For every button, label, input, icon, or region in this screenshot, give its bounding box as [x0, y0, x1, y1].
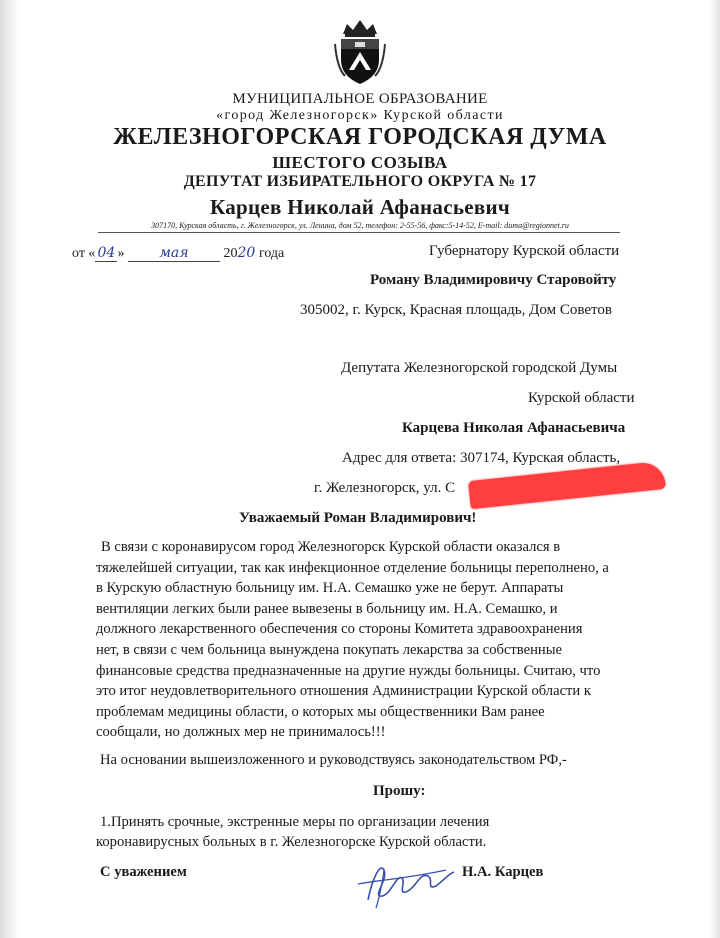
body-line: нет, в связи с чем больница вынуждена покупать лекарства за собственные	[96, 641, 562, 658]
date-year-prefix: 20	[223, 246, 238, 261]
date-day: 04	[95, 245, 117, 262]
body-line: сообщали, но должных мер не принималось!!!	[96, 724, 386, 741]
date-line	[72, 245, 284, 262]
sender-street: г. Железногорск, ул. С	[314, 480, 456, 496]
letterhead-rule	[98, 232, 620, 233]
signer-name: Н.А. Карцев	[462, 864, 544, 880]
body-line: проблемам медицины области, о которых мы общественники Вам ранее	[96, 703, 545, 720]
letterhead-address: 307170, Курская область, г. Железногорск, ул. Ленина, дом 52, телефон: 2-55-56, факс:5-14-52, E-mail: duma@regionnet.ru	[151, 221, 569, 230]
duma-title: ЖЕЛЕЗНОГОРСКАЯ ГОРОДСКАЯ ДУМА	[113, 124, 607, 150]
date-mid: »	[117, 246, 125, 261]
date-prefix: от «	[72, 246, 96, 261]
body-line: вентиляции легких были ранее вывезены в больницу им. Н.А. Семашко, и	[96, 600, 558, 617]
sender-title: Депутата Железногорской городской Думы	[341, 360, 618, 376]
municipal-label: МУНИЦИПАЛЬНОЕ ОБРАЗОВАНИЕ	[232, 91, 488, 107]
recipient-title: Губернатору Курской области	[429, 243, 620, 259]
body-line: в Курскую областную больницу им. Н.А. Семашко уже не берут. Аппараты	[96, 580, 564, 597]
city-label: «город Железногорск» Курской области	[216, 108, 504, 123]
date-month: мая	[128, 245, 220, 262]
date-suffix: года	[258, 246, 285, 261]
body-paragraph	[96, 537, 636, 743]
body-line: тяжелейшей ситуации, так как инфекционное отделение больницы переполнено, а	[96, 559, 609, 576]
convocation-label: ШЕСТОГО СОЗЫВА	[272, 153, 448, 172]
sender-name: Карцева Николая Афанасьевича	[402, 420, 626, 436]
request-heading: Прошу:	[373, 783, 426, 799]
redaction-mark	[468, 461, 666, 509]
date-year-suffix: 20	[237, 245, 256, 261]
handwritten-signature	[350, 850, 460, 912]
deputy-district-label: ДЕПУТАТ ИЗБИРАТЕЛЬНОГО ОКРУГА № 17	[183, 173, 537, 190]
body-line: это итог неудовлетворительного отношения Администрации Курской области к	[96, 683, 591, 700]
body-line: В связи с коронавирусом город Железногорск Курской области оказался в	[101, 539, 561, 555]
request-item-line: 1.Принять срочные, экстренные меры по организации лечения	[100, 814, 490, 830]
legal-basis-paragraph: На основании вышеизложенного и руководствуясь законодательством РФ,-	[100, 752, 567, 768]
request-item-line: коронавирусных больных в г. Железногорске Курской области.	[96, 834, 487, 850]
sender-address: Адрес для ответа: 307174, Курская область,	[342, 450, 621, 466]
body-line: должного лекарственного обеспечения со стороны Комитета здравоохранения	[96, 621, 583, 638]
coat-of-arms-icon	[333, 18, 387, 86]
sender-region: Курской области	[528, 390, 635, 406]
recipient-address: 305002, г. Курск, Красная площадь, Дом Советов	[300, 302, 612, 318]
closing-regards: С уважением	[100, 864, 187, 880]
deputy-name: Карцев Николай Афанасьевич	[209, 195, 511, 219]
salutation: Уважаемый Роман Владимирович!	[239, 510, 477, 526]
recipient-name: Роману Владимировичу Старовойту	[370, 272, 617, 288]
body-line: финансовые средства предназначенные на другие нужды больницы. Считаю, что	[96, 662, 601, 679]
